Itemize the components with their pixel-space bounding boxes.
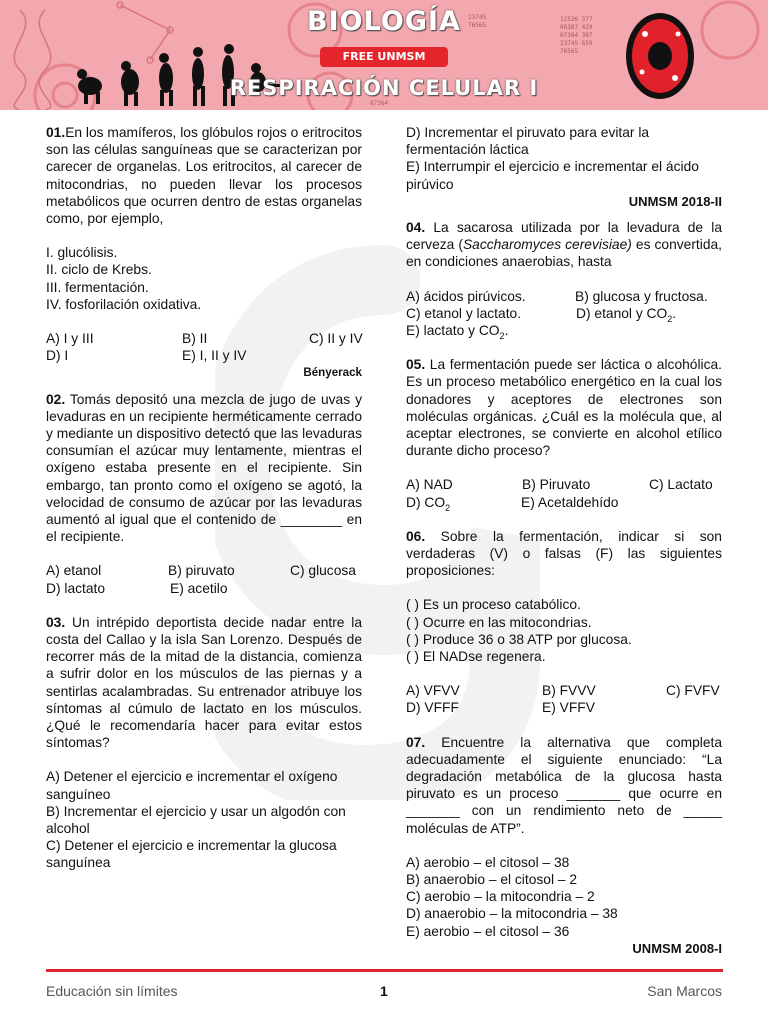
option: E) VFFV	[542, 700, 595, 716]
list-item: II. ciclo de Krebs.	[46, 262, 152, 278]
option: E) lactato y $CO_2$.	[406, 323, 509, 341]
option: C) II y IV	[309, 331, 363, 347]
list-item: I. glucólisis.	[46, 245, 118, 261]
option: A) ácidos pirúvicos.	[406, 288, 526, 304]
list-item: IV. fosforilación oxidativa.	[46, 296, 202, 312]
question-2: 02. Tomás depositó una mezcla de jugo de uvas y levaduras en un recipiente herméticamente cerrado y mediante un dispositivo detectó que las levaduras consumían el azúcar muy lentamente, mientras el oxígeno estaba presente en el recipiente. Sin embargo, tan pronto como el oxígeno se agotó, la velocidad de consumo de azúcar por las levaduras aumentó al igual que el contenido de ________ en el recipiente.	[46, 391, 362, 545]
question-source: Bényerack	[303, 366, 362, 380]
options-row	[406, 699, 722, 716]
option: A) etanol	[46, 563, 102, 579]
options-row	[46, 580, 362, 597]
deco-numbers: 23745 76565	[468, 14, 487, 29]
question-1: 01.En los mamíferos, los glóbulos rojos o eritrocitos son las células sanguíneas que se caracterizan por carecer de organelas. Los eritrocitos, al carecer de mitocondrias, no pueden llevar los procesos metabólicos que ocurren dentro de estas organelas como, por ejemplo,	[46, 125, 362, 227]
option: B) glucosa y fructosa.	[575, 288, 708, 304]
list-item: III. fermentación.	[46, 279, 149, 295]
deco-numbers: 12526 377 06387 429 07384 387 23745 659 76565	[560, 16, 593, 55]
page-number: 1	[380, 983, 388, 999]
options-row	[46, 330, 362, 347]
option: B) piruvato	[168, 563, 235, 579]
left-column	[46, 124, 362, 872]
option: C) Lactato	[649, 477, 713, 493]
option: B) FVVV	[542, 683, 596, 699]
option: E) I, II y IV	[182, 348, 247, 364]
list-item: ( ) Produce 36 o 38 ATP por glucosa.	[406, 631, 632, 647]
option: A) Detener el ejercicio e incrementar el oxígeno sanguíneo	[46, 769, 338, 802]
options-row	[406, 494, 722, 511]
option: A) I y III	[46, 331, 94, 347]
option: C) FVFV	[666, 683, 720, 699]
option: E) acetilo	[170, 580, 228, 596]
option: B) II	[182, 331, 208, 347]
option: B) Incrementar el ejercicio y usar un algodón con alcohol	[46, 803, 346, 837]
options-row	[406, 305, 722, 322]
option: E) aerobio – el citosol – 36	[406, 923, 570, 939]
right-column	[406, 124, 722, 957]
option: A) NAD	[406, 477, 453, 493]
option: C) aerobio – la mitocondria – 2	[406, 889, 595, 905]
deco-numbers: 87364	[370, 100, 389, 107]
option: E) Interrumpir el ejercicio e incrementar el ácido pirúvico	[406, 159, 699, 192]
option: D) $CO_2$	[406, 494, 451, 513]
question-6: 06. Sobre la fermentación, indicar si son verdaderas (V) o falsas (F) las siguientes proposiciones:	[406, 528, 722, 579]
options-row	[406, 682, 722, 699]
footer-university: San Marcos	[647, 983, 722, 999]
question-source: UNMSM 2008-I	[632, 940, 722, 956]
page-title: BIOLOGÍA	[307, 6, 461, 37]
option: B) anaerobio – el citosol – 2	[406, 872, 578, 887]
footer-tagline: Educación sin límites	[46, 983, 178, 999]
footer-divider	[46, 969, 723, 972]
list-item: ( ) Es un proceso catabólico.	[406, 597, 581, 613]
topic-title: RESPIRACIÓN CELULAR I	[229, 76, 539, 100]
option: A) VFVV	[406, 683, 460, 699]
option: C) Detener el ejercicio e incrementar la glucosa sanguínea	[46, 838, 337, 871]
options-row	[406, 322, 722, 339]
options-row	[406, 476, 722, 493]
question-5: 05. La fermentación puede ser láctica o alcohólica. Es un proceso metabólico energético en la cual los donadores y aceptores de electrones son moléculas orgánicas. ¿Cuál es la molécula que, al aceptar electrones, se convierte en alcohol etílico durante dicho proceso?	[406, 357, 722, 459]
option: A) aerobio – el citosol – 38	[406, 854, 570, 870]
question-3: 03. Un intrépido deportista decide nadar entre la costa del Callao y la isla San Lorenzo. Después de recorrer más de la mitad de la distancia, comienza a sufrir dolor en los músculos de las piernas y a sentirlas acalambradas. Su entrenador atribuye los síntomas al cúmulo de lactato en los músculos. ¿Qué le recomendaría hacer para evitar estos síntomas?	[46, 614, 362, 751]
question-source: UNMSM 2018-II	[628, 193, 722, 209]
question-4: 04. La sacarosa utilizada por la levadura de la cerveza (Saccharomyces cerevisiae) es convertida, en condiciones anaerobias, hasta	[406, 220, 722, 270]
list-item: ( ) El NADse regenera.	[406, 649, 546, 664]
list-item: ( ) Ocurre en las mitocondrias.	[406, 614, 592, 630]
option: D) VFFF	[406, 700, 459, 716]
options-row	[406, 288, 722, 305]
question-7: 07. Encuentre la alternativa que completa adecuadamente el siguiente enunciado: “La degradación metabólica de la glucosa hasta piruvato es un proceso _______ que ocurre en _______ con un rendimiento neto de _____ moléculas de ATP”.	[406, 734, 722, 836]
option: E) Acetaldehído	[521, 494, 619, 510]
options-row	[46, 562, 362, 579]
course-badge: FREE UNMSM	[320, 47, 448, 67]
options-row	[46, 347, 362, 364]
option: D) etanol y $CO_2$.	[576, 305, 677, 324]
option: D) Incrementar el piruvato para evitar la fermentación láctica	[406, 125, 650, 158]
header-banner	[0, 0, 768, 110]
option: D) anaerobio – la mitocondria – 38	[406, 906, 618, 922]
option: C) glucosa	[290, 563, 356, 579]
option: D) I	[46, 348, 69, 364]
option: C) etanol y lactato.	[406, 305, 522, 321]
option: D) lactato	[46, 580, 106, 596]
option: B) Piruvato	[522, 477, 591, 493]
